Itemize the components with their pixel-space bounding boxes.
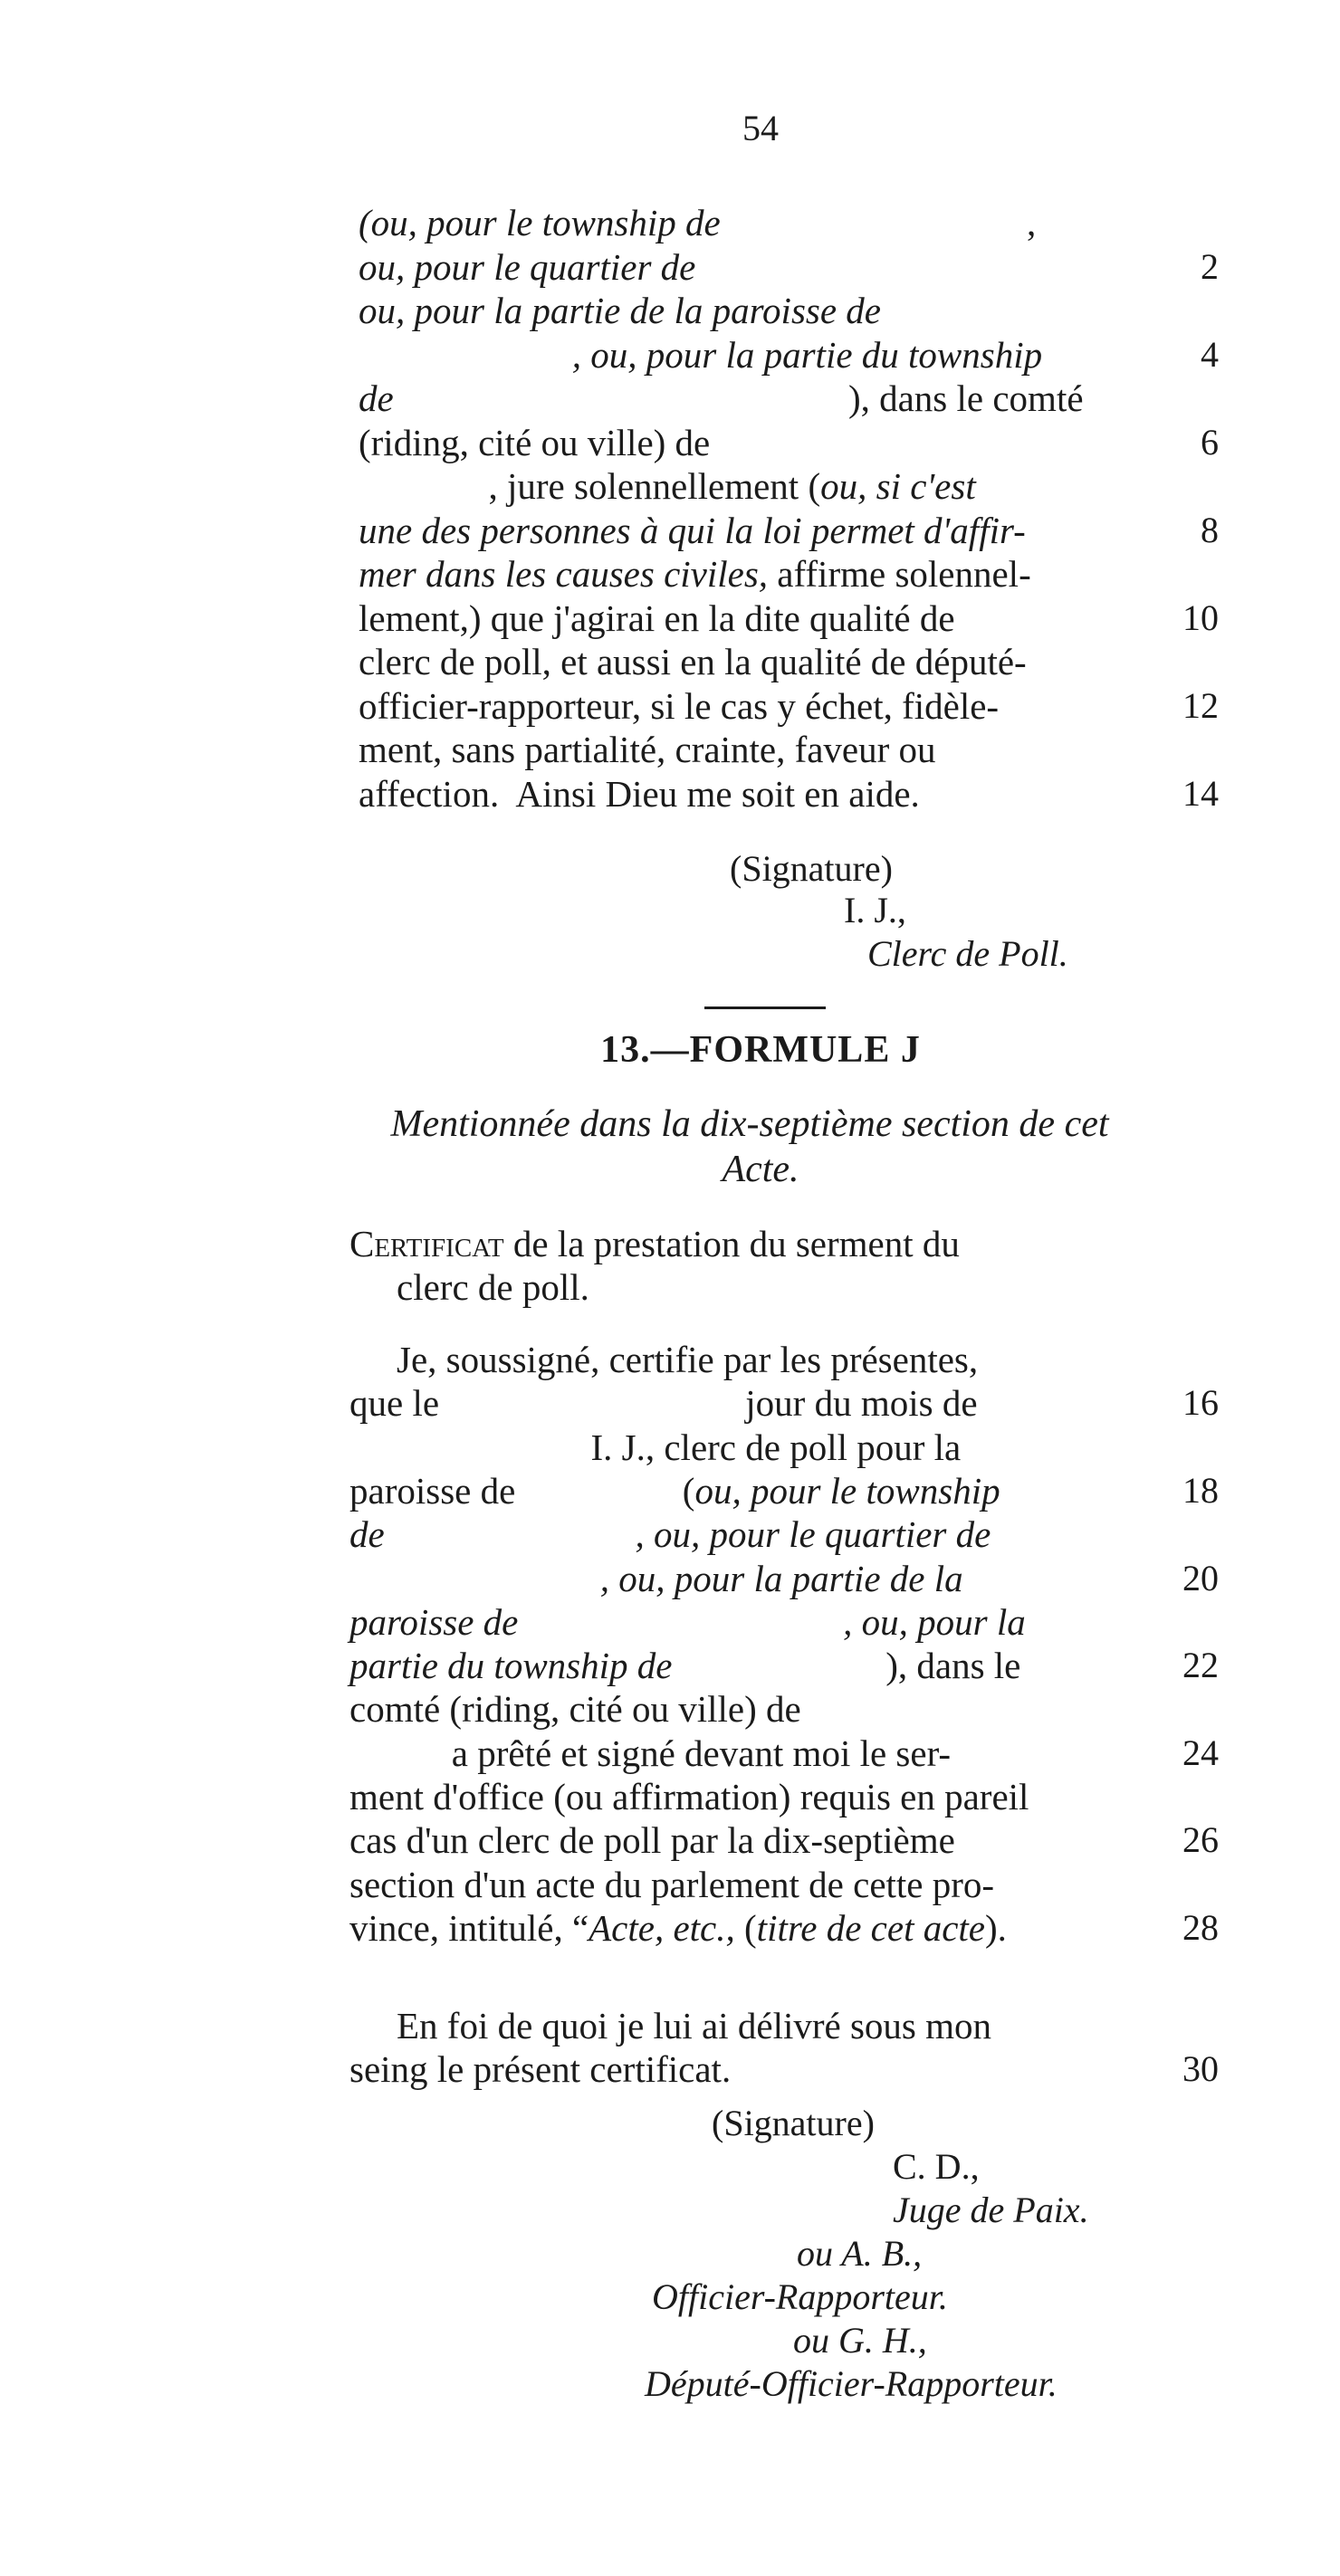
page-number: 54 — [742, 108, 779, 148]
line-number: 24 — [1182, 1732, 1219, 1773]
oath-line: , jure solennellement (ou, si c'est — [359, 465, 976, 507]
signature2-ab: ou A. B., — [797, 2233, 923, 2274]
certificate-line: En foi de quoi je lui ai délivré sous mon — [397, 2005, 992, 2046]
oath-line: une des personnes à qui la loi permet d'affir- — [359, 509, 1026, 551]
form-subtitle-line-1: Mentionnée dans la dix-septième section de cet — [390, 1103, 1109, 1145]
signature2-cd: C. D., — [893, 2146, 980, 2187]
certificate-line: Je, soussigné, certifie par les présentes, — [397, 1339, 979, 1380]
certificate-line: paroisse de , ou, pour la — [349, 1600, 1026, 1643]
line-number: 20 — [1182, 1557, 1219, 1598]
line-number: 22 — [1182, 1645, 1219, 1686]
line-number: 14 — [1182, 772, 1219, 814]
oath-line: lement,) que j'agirai en la dite qualité de — [359, 596, 955, 639]
certificate-line: comté (riding, cité ou ville) de — [349, 1688, 801, 1731]
certificate-line: partie du township de ), dans le — [349, 1645, 1021, 1687]
line-number: 10 — [1182, 596, 1219, 638]
line-number: 16 — [1182, 1382, 1219, 1424]
form-heading: 13.—FORMULE J — [600, 1029, 921, 1071]
certificate-line: que le jour du mois de — [349, 1382, 978, 1425]
oath-line: , ou, pour la partie du township — [571, 333, 1043, 376]
certificate-title-rest: de la prestation du serment du — [503, 1223, 960, 1264]
line-number: 26 — [1182, 1819, 1219, 1861]
certificate-title-line — [349, 1222, 1164, 1265]
oath-line: officier-rapporteur, si le cas y échet, fidèle- — [359, 684, 1000, 727]
signature2-gh: ou G. H., — [793, 2320, 927, 2361]
signature-title: Clerc de Poll. — [867, 933, 1068, 974]
line-number: 18 — [1182, 1469, 1219, 1511]
oath-line: mer dans les causes civiles, affirme solennel- — [359, 553, 1031, 595]
line-number: 30 — [1182, 2048, 1219, 2089]
certificate-line: paroisse de (ou, pour le township — [349, 1469, 1000, 1512]
certificate-line: cas d'un clerc de poll par la dix-septième — [349, 1819, 955, 1862]
signature2-ab-title: Officier-Rapporteur. — [652, 2276, 948, 2317]
line-number: 28 — [1182, 1906, 1219, 1948]
signature2-gh-title: Député-Officier-Rapporteur. — [645, 2363, 1058, 2404]
signature-initials: I. J., — [844, 890, 906, 930]
certificate-line: de , ou, pour le quartier de — [349, 1513, 991, 1556]
certificate-line: , ou, pour la partie de la — [599, 1557, 963, 1599]
line-number: 4 — [1201, 333, 1219, 375]
certificate-line: a prêté et signé devant moi le ser- — [349, 1732, 952, 1774]
section-divider — [704, 1007, 826, 1009]
oath-line: (ou, pour le township de , — [359, 202, 1037, 243]
certificate-line: I. J., clerc de poll pour la — [349, 1426, 962, 1468]
oath-line: ou, pour le quartier de — [359, 245, 696, 288]
signature2-cd-title: Juge de Paix. — [893, 2190, 1089, 2230]
line-number: 2 — [1201, 245, 1219, 287]
form-subtitle-line-2: Acte. — [722, 1149, 799, 1190]
oath-line: (riding, cité ou ville) de — [359, 421, 711, 463]
line-number: 8 — [1201, 509, 1219, 550]
line-number: 12 — [1182, 684, 1219, 726]
certificate-line: ment d'office (ou affirmation) requis en pareil — [349, 1776, 1029, 1818]
oath-line: ment, sans partialité, crainte, faveur ou — [359, 729, 936, 770]
signature-label: (Signature) — [730, 848, 893, 889]
certificate-title: Certificat — [349, 1223, 504, 1264]
oath-line: ou, pour la partie de la paroisse de — [359, 290, 882, 331]
oath-line: affection. Ainsi Dieu me soit en aide. — [359, 772, 920, 815]
certificate-line: seing le présent certificat. — [349, 2048, 732, 2090]
signature2-label: (Signature) — [712, 2103, 875, 2143]
certificate-line: vince, intitulé, “Acte, etc., (titre de cet acte). — [349, 1906, 1007, 1949]
line-number: 6 — [1201, 421, 1219, 463]
certificate-line: section d'un acte du parlement de cette pro- — [349, 1863, 995, 1905]
oath-line: de ), dans le comté — [359, 377, 1084, 419]
oath-line: clerc de poll, et aussi en la qualité de député- — [359, 641, 1027, 682]
certificate-title-line-2: clerc de poll. — [397, 1266, 589, 1308]
